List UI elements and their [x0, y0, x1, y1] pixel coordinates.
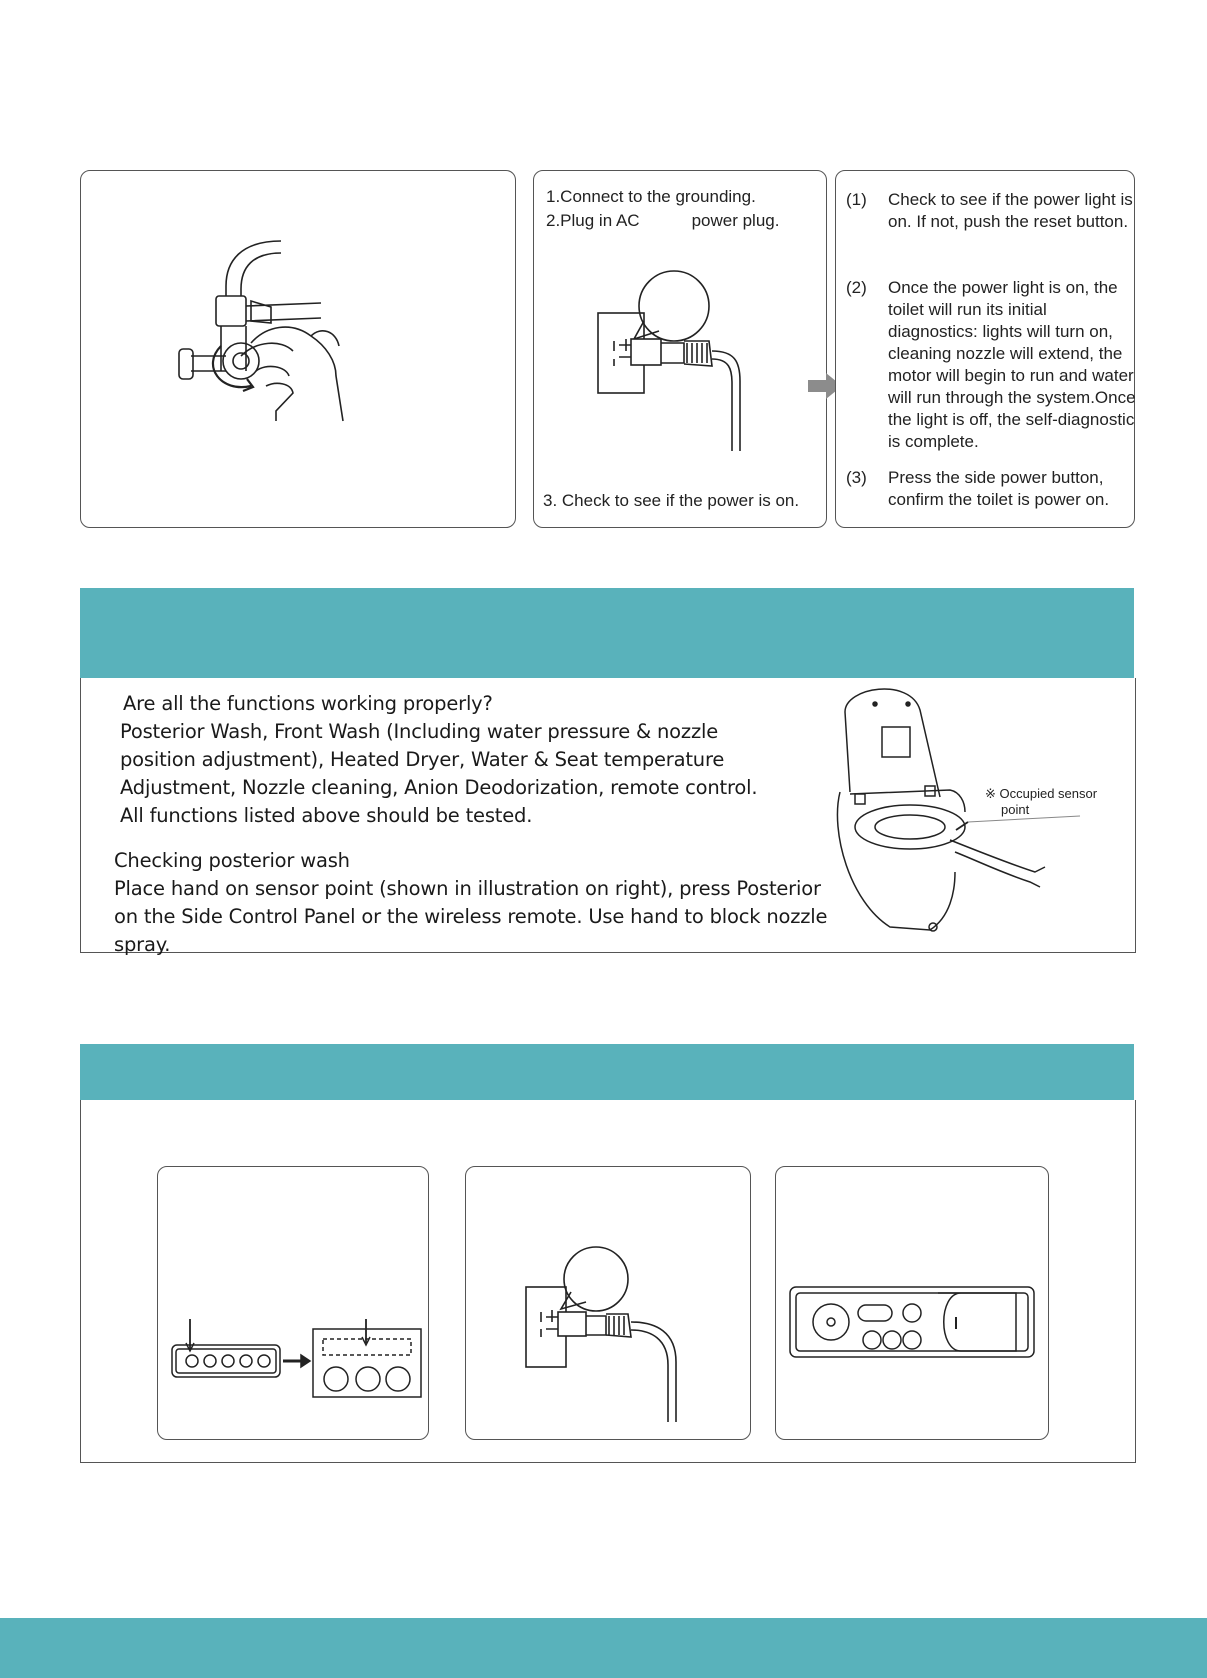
water-valve-illustration [81, 171, 515, 527]
control-panel-box [157, 1166, 429, 1440]
sensor-label: ※ Occupied sensor point [985, 786, 1098, 817]
functions-list: Posterior Wash, Front Wash (Including water pressure & nozzle position adjustment), Heated Dryer, Water & Seat temperature Adjustment, Nozzle cleaning, Anion Deodorization, remote control. [120, 720, 758, 799]
control-panel-illustration [158, 1167, 428, 1439]
step-grounding: 1.Connect to the grounding. [546, 187, 756, 206]
self-check-panel: (1) Check to see if the power light is on. If not, push the reset button. (2) Once the power light is on, the toilet will run its initial diagnostics: lights will turn on, cleaning nozzle will extend, the motor will begin to run and water will run through the system.Once the light is off, the self-diagnostic is complete. (3) Press the side power button, confirm the toilet is power on. [835, 170, 1135, 528]
functions-question: Are all the functions working properly? [123, 692, 493, 715]
section-band-function-check [80, 588, 1134, 678]
posterior-wash-check [114, 847, 834, 959]
step-plug: 2.Plug in AC power plug. [546, 211, 780, 230]
reset-plug-illustration [466, 1167, 750, 1439]
check-heading: Checking posterior wash [114, 849, 350, 872]
plug-outlet-illustration [534, 171, 826, 527]
footer-band [0, 1618, 1207, 1678]
check-text: Place hand on sensor point (shown in illustration on right), press Posterior on the Side Control Panel or the wireless remote. Use hand to block nozzle spray. [114, 877, 828, 956]
check-power-text: 3. Check to see if the power is on. [543, 491, 800, 510]
reset-plug-box [465, 1166, 751, 1440]
connect-power-panel [533, 170, 827, 528]
section-band-reset [80, 1044, 1134, 1100]
side-panel-illustration [776, 1167, 1048, 1439]
functions-all-tested: All functions listed above should be tested. [120, 804, 533, 827]
valve-panel [80, 170, 516, 528]
functions-text [120, 690, 780, 830]
side-panel-box [775, 1166, 1049, 1440]
